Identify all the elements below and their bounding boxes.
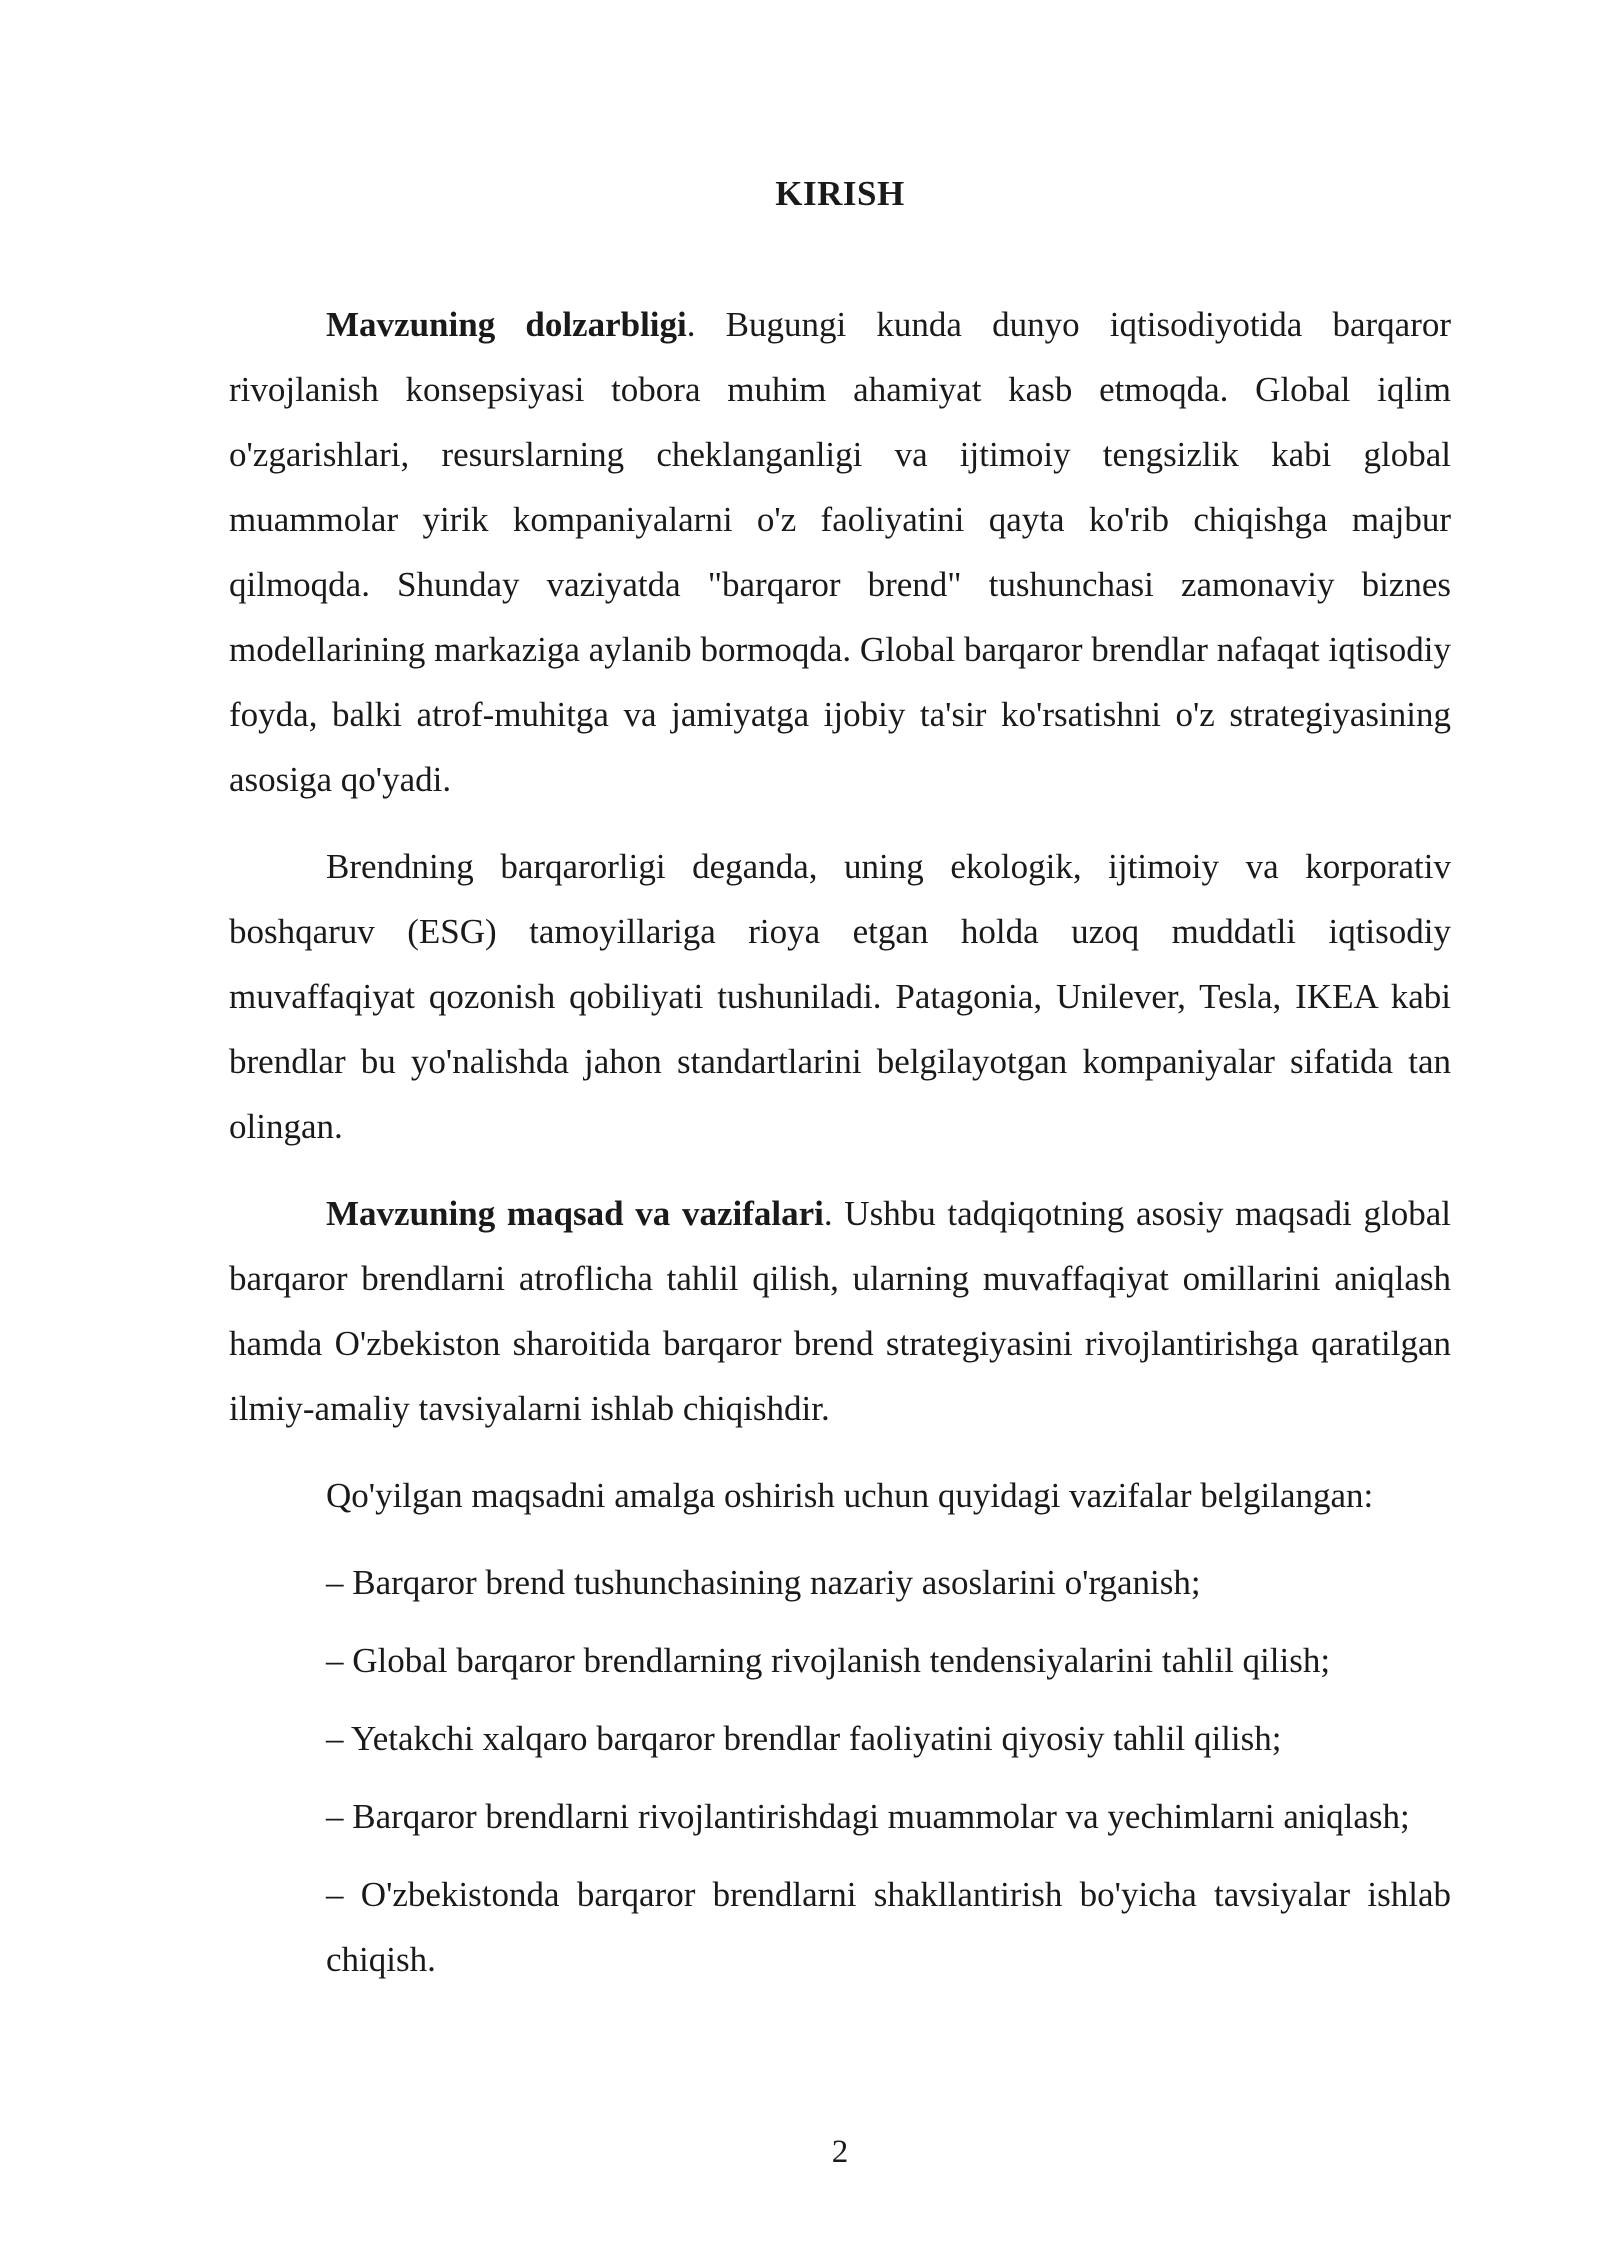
task-item: – Global barqaror brendlarning rivojlanish tendensiyalarini tahlil qilish; [326,1641,1331,1680]
paragraph-text: Brendning barqarorligi deganda, uning ekologik, ijtimoiy va korporativ boshqaruv (ESG) tamoyillariga rioya etgan holda uzoq muddatli iqtisodiy muvaffaqiyat qozonish qobiliyati tushuniladi. Patagonia, Unilever, Tesla, IKEA kabi brendlar bu yo'nalishda jahon standartlarini belgilayotgan kompaniyalar sifatida tan olingan. [229,847,1451,1146]
paragraph-brand-sustainability [229,834,1451,1159]
page-title: KIRISH [775,174,905,213]
page-number: 2 [831,2134,849,2170]
task-item: – Barqaror brendlarni rivojlantirishdagi muammolar va yechimlarni aniqlash; [326,1797,1410,1836]
paragraph-text: . Ushbu tadqiqotning asosiy maqsadi global barqaror brendlarni atroflicha tahlil qilish, ularning muvaffaqiyat omillarini aniqlash hamda O'zbekiston sharoitida barqaror brend strategiyasini rivojlantirishga qaratilgan ilmiy-amaliy tavsiyalarni ishlab chiqishdir. [229,1194,1451,1428]
paragraph-text: . Bugungi kunda dunyo iqtisodiyotida barqaror rivojlanish konsepsiyasi tobora muhim ahamiyat kasb etmoqda. Global iqlim o'zgarishlari, resurslarning cheklanganligi va ijtimoiy tengsizlik kabi global muammolar yirik kompaniyalarni o'z faoliyatini qayta ko'rib chiqishga majbur qilmoqda. Shunday vaziyatda "barqaror brend" tushunchasi zamonaviy biznes modellarining markaziga aylanib bormoqda. Global barqaror brendlar nafaqat iqtisodiy foyda, balki atrof-muhitga va jamiyatga ijobiy ta'sir ko'rsatishni o'z strategiyasining asosiga qo'yadi. [229,305,1452,799]
paragraph-relevance [229,292,1451,812]
task-item: – Barqaror brend tushunchasining nazariy asoslarini o'rganish; [326,1563,1201,1602]
paragraph-heading: Mavzuning dolzarbligi [326,305,687,344]
paragraph-tasks-intro [229,1463,1451,1528]
task-item: – Yetakchi xalqaro barqaror brendlar faoliyatini qiyosiy tahlil qilish; [326,1719,1282,1758]
page-content [229,292,1451,2005]
task-item: – O'zbekistonda barqaror brendlarni shakllantirish bo'yicha tavsiyalar ishlab chiqish. [326,1875,1451,1979]
paragraph-text: Qo'yilgan maqsadni amalga oshirish uchun quyidagi vazifalar belgilangan: [326,1476,1374,1515]
paragraph-goals [229,1181,1451,1441]
paragraph-heading: Mavzuning maqsad va vazifalari [326,1194,824,1233]
